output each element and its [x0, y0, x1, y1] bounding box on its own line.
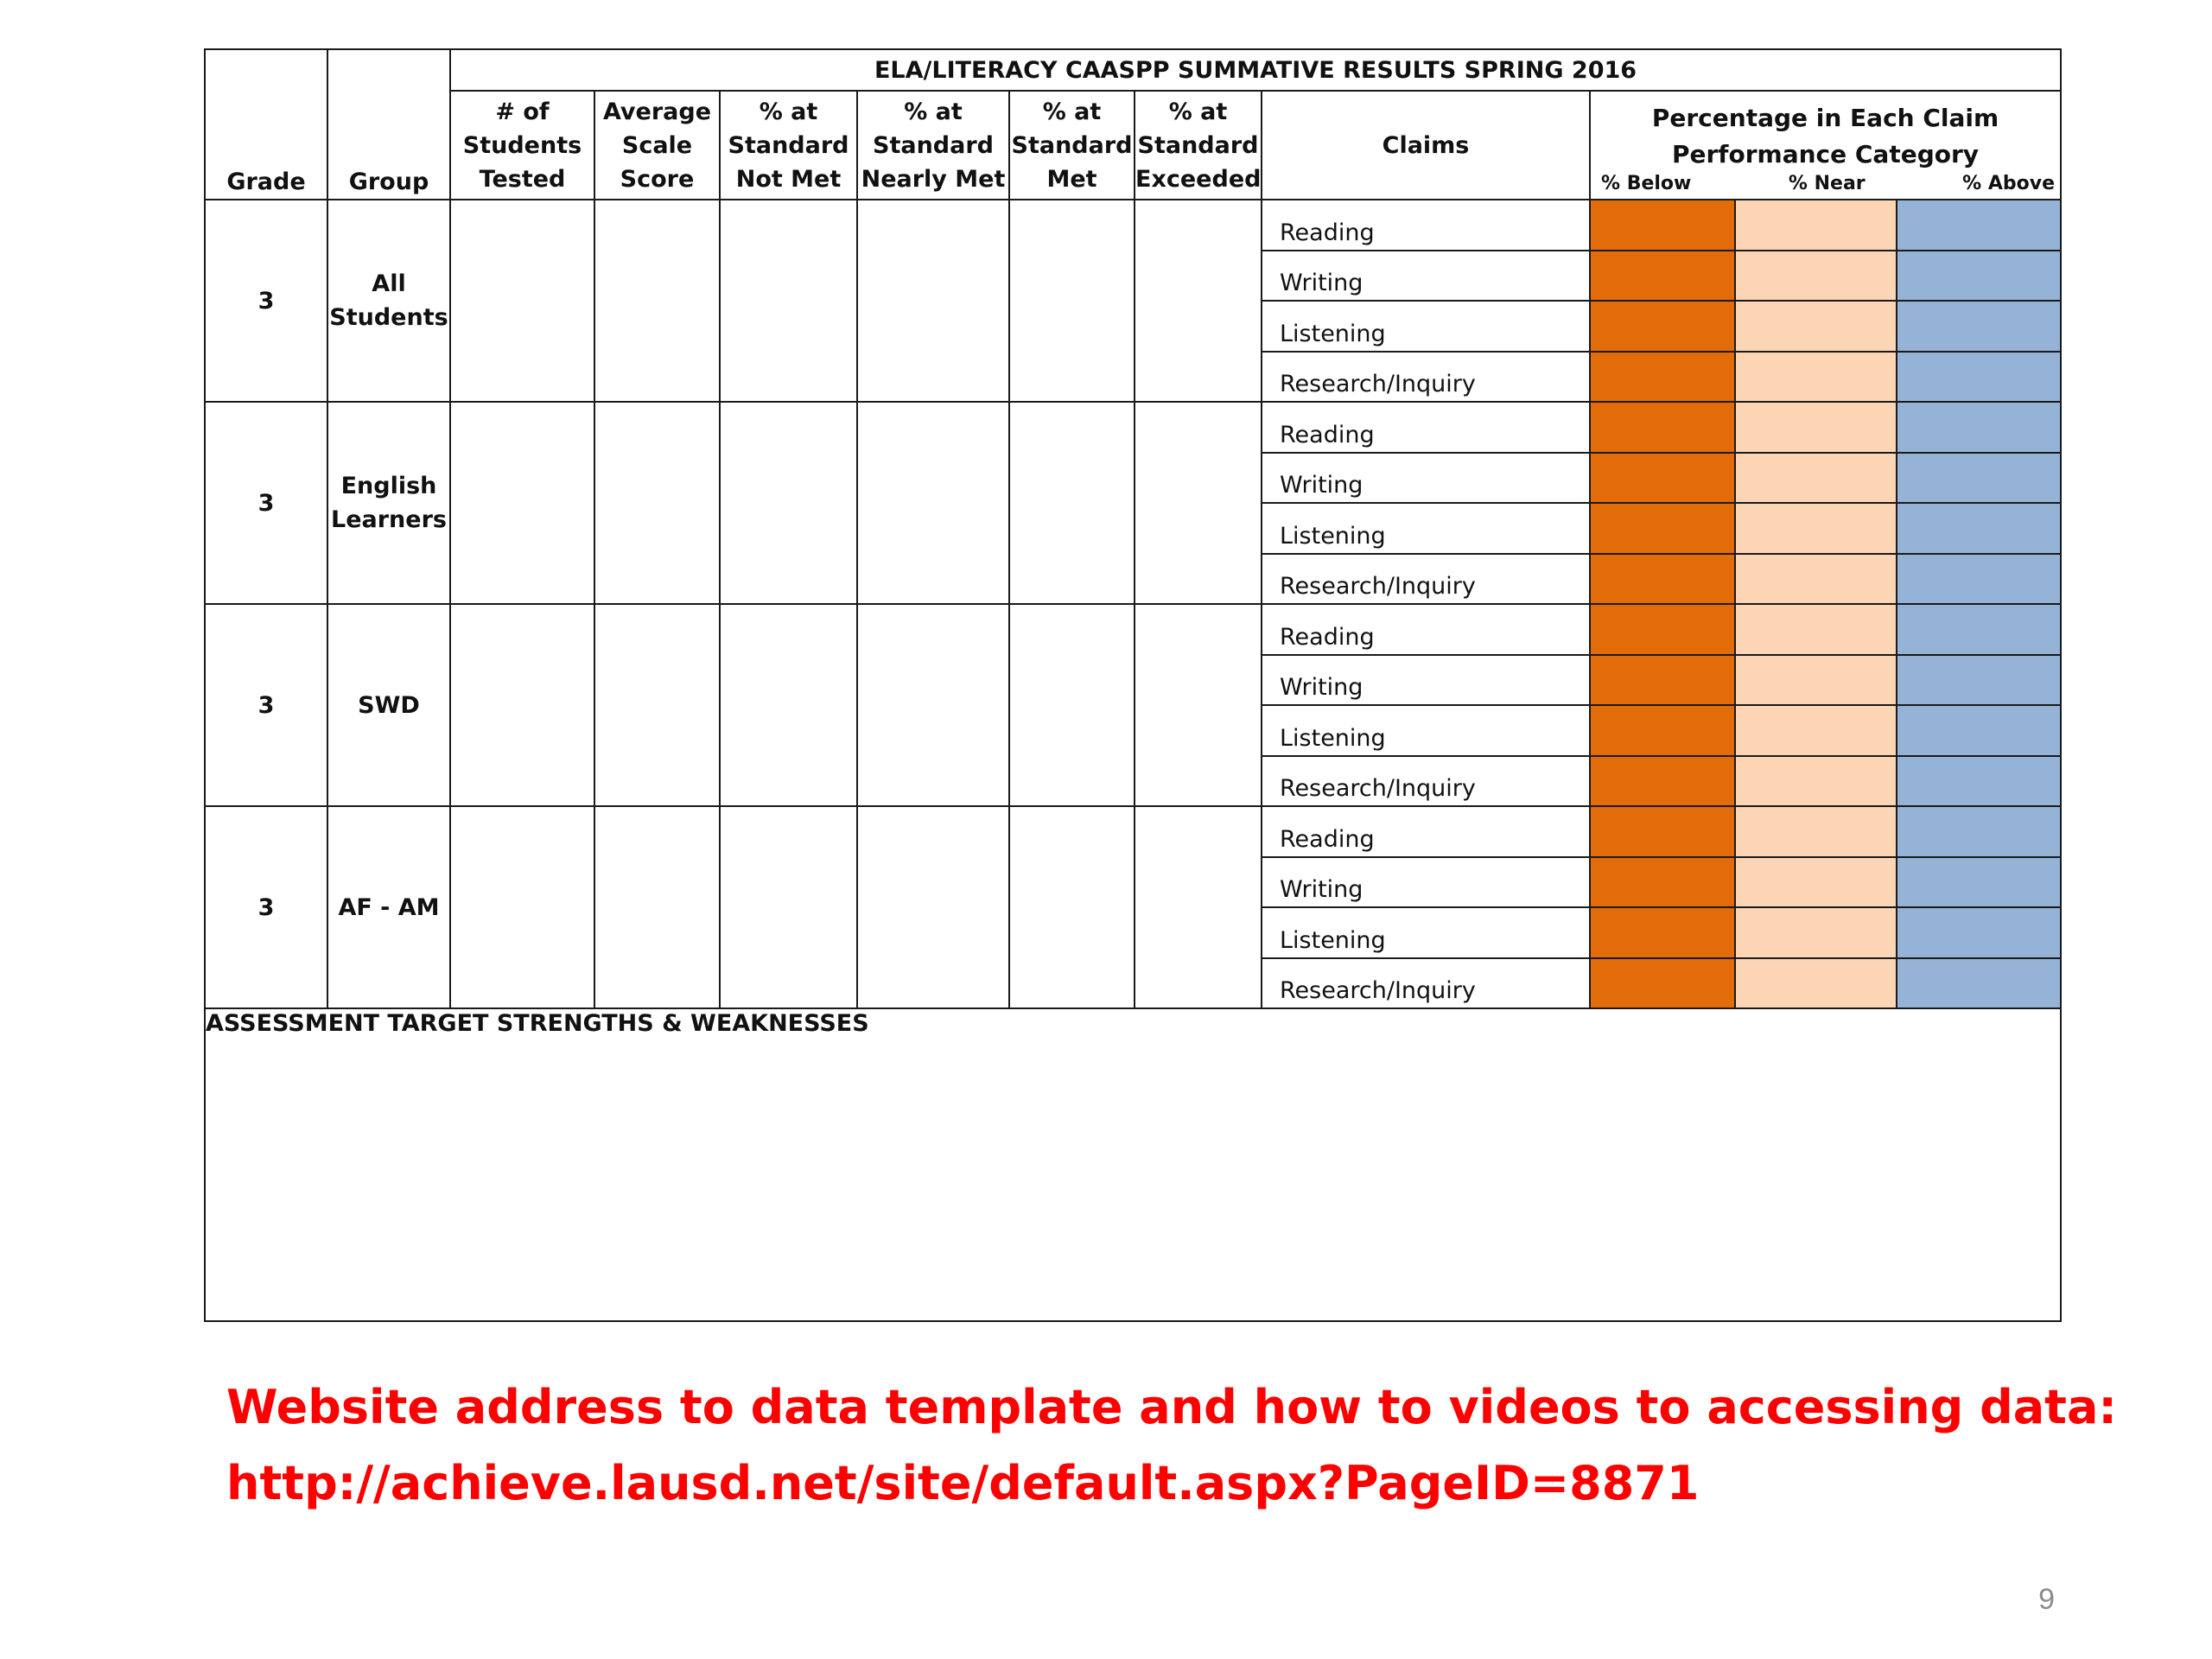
pct-below-cell[interactable] — [1590, 655, 1735, 706]
pct-near-cell[interactable] — [1735, 857, 1897, 908]
claim-cell: Listening — [1262, 503, 1590, 554]
claim-cell: Research/Inquiry — [1262, 958, 1590, 1009]
standard-exceeded-cell[interactable] — [1135, 402, 1262, 604]
pct-near-cell[interactable] — [1735, 907, 1897, 958]
pct-above-cell[interactable] — [1897, 857, 2061, 908]
header-standard-nearly-met: % at Standard Nearly Met — [857, 91, 1009, 200]
claim-cell: Writing — [1262, 251, 1590, 302]
pct-above-cell[interactable] — [1897, 352, 2061, 403]
pct-near-cell[interactable] — [1735, 352, 1897, 403]
claim-cell: Writing — [1262, 655, 1590, 706]
header-near: % Near — [1788, 173, 1866, 194]
pct-near-cell[interactable] — [1735, 251, 1897, 302]
num-students-cell[interactable] — [450, 806, 594, 1008]
footer-url[interactable]: http://achieve.lausd.net/site/default.aspx?PageID=8871 — [226, 1456, 1700, 1510]
pct-above-cell[interactable] — [1897, 655, 2061, 706]
group-name-line: Learners — [331, 506, 447, 533]
claim-cell: Listening — [1262, 907, 1590, 958]
average-scale-score-cell[interactable] — [594, 402, 720, 604]
footer-line-1: Website address to data template and how to videos to accessing data: — [226, 1380, 2118, 1434]
group-cell — [327, 604, 450, 806]
standard-not-met-cell[interactable] — [720, 402, 857, 604]
table-title: ELA/LITERACY CAASPP SUMMATIVE RESULTS SPRING 2016 — [450, 49, 2061, 91]
pct-near-cell[interactable] — [1735, 200, 1897, 251]
pct-near-cell[interactable] — [1735, 301, 1897, 352]
pct-above-cell[interactable] — [1897, 200, 2061, 251]
standard-nearly-met-cell[interactable] — [857, 806, 1009, 1008]
pct-near-cell[interactable] — [1735, 453, 1897, 504]
claim-cell: Reading — [1262, 604, 1590, 655]
num-students-cell[interactable] — [450, 604, 594, 806]
table-row — [205, 604, 2061, 655]
group-name-line: Students — [329, 304, 448, 331]
grade-cell: 3 — [205, 604, 327, 806]
header-below: % Below — [1601, 173, 1692, 194]
standard-not-met-cell[interactable] — [720, 806, 857, 1008]
pct-above-cell[interactable] — [1897, 806, 2061, 857]
pct-below-cell[interactable] — [1590, 907, 1735, 958]
average-scale-score-cell[interactable] — [594, 806, 720, 1008]
pct-near-cell[interactable] — [1735, 503, 1897, 554]
pct-below-cell[interactable] — [1590, 958, 1735, 1009]
grade-cell: 3 — [205, 806, 327, 1008]
claim-cell: Reading — [1262, 806, 1590, 857]
pct-above-cell[interactable] — [1897, 301, 2061, 352]
header-standard-met: % at Standard Met — [1009, 91, 1135, 200]
header-percentage-claim — [1590, 91, 2061, 200]
assessment-target-cell[interactable] — [205, 1008, 2061, 1321]
group-cell — [327, 200, 450, 402]
standard-exceeded-cell[interactable] — [1135, 806, 1262, 1008]
header-grade: Grade — [205, 49, 327, 200]
pct-below-cell[interactable] — [1590, 402, 1735, 453]
group-name-line: English — [340, 473, 437, 499]
header-average-scale-score: Average Scale Score — [594, 91, 720, 200]
num-students-cell[interactable] — [450, 200, 594, 402]
standard-nearly-met-cell[interactable] — [857, 402, 1009, 604]
results-table — [204, 48, 2062, 1322]
num-students-cell[interactable] — [450, 402, 594, 604]
table-row — [205, 806, 2061, 857]
header-claims: Claims — [1262, 91, 1590, 200]
standard-not-met-cell[interactable] — [720, 604, 857, 806]
header-group: Group — [327, 49, 450, 200]
standard-nearly-met-cell[interactable] — [857, 604, 1009, 806]
pct-below-cell[interactable] — [1590, 503, 1735, 554]
pct-below-cell[interactable] — [1590, 554, 1735, 605]
pct-near-cell[interactable] — [1735, 806, 1897, 857]
claim-cell: Research/Inquiry — [1262, 554, 1590, 605]
grade-cell: 3 — [205, 200, 327, 402]
standard-nearly-met-cell[interactable] — [857, 200, 1009, 402]
grade-cell: 3 — [205, 402, 327, 604]
pct-above-cell[interactable] — [1897, 907, 2061, 958]
pct-above-cell[interactable] — [1897, 251, 2061, 302]
pct-near-cell[interactable] — [1735, 705, 1897, 756]
average-scale-score-cell[interactable] — [594, 604, 720, 806]
pct-near-cell[interactable] — [1735, 604, 1897, 655]
pct-below-cell[interactable] — [1590, 806, 1735, 857]
claim-cell: Writing — [1262, 453, 1590, 504]
pct-below-cell[interactable] — [1590, 301, 1735, 352]
pct-near-cell[interactable] — [1735, 655, 1897, 706]
standard-met-cell[interactable] — [1009, 402, 1135, 604]
footer-note — [226, 1370, 2117, 1522]
pct-near-cell[interactable] — [1735, 554, 1897, 605]
page-number: 9 — [2038, 1583, 2055, 1616]
standard-exceeded-cell[interactable] — [1135, 604, 1262, 806]
pct-below-cell[interactable] — [1590, 756, 1735, 807]
pct-above-cell[interactable] — [1897, 453, 2061, 504]
claim-cell: Research/Inquiry — [1262, 756, 1590, 807]
pct-below-cell[interactable] — [1590, 857, 1735, 908]
claim-cell: Listening — [1262, 705, 1590, 756]
pct-near-cell[interactable] — [1735, 402, 1897, 453]
claim-cell: Writing — [1262, 857, 1590, 908]
pct-above-cell[interactable] — [1897, 958, 2061, 1009]
header-standard-exceeded: % at Standard Exceeded — [1135, 91, 1262, 200]
pct-above-cell[interactable] — [1897, 705, 2061, 756]
claim-cell: Reading — [1262, 402, 1590, 453]
table-row — [205, 402, 2061, 453]
pct-above-cell[interactable] — [1897, 604, 2061, 655]
pct-above-cell[interactable] — [1897, 554, 2061, 605]
percentage-claim-title: Percentage in Each Claim Performance Category — [1651, 104, 1999, 168]
pct-below-cell[interactable] — [1590, 200, 1735, 251]
results-table-wrapper — [204, 48, 2062, 1322]
assessment-row — [205, 1008, 2061, 1321]
group-cell — [327, 806, 450, 1008]
group-name-line: SWD — [358, 691, 420, 719]
pct-above-cell[interactable] — [1897, 402, 2061, 453]
claim-cell: Reading — [1262, 200, 1590, 251]
header-num-students: # of Students Tested — [450, 91, 594, 200]
standard-not-met-cell[interactable] — [720, 200, 857, 402]
group-cell — [327, 402, 450, 604]
standard-exceeded-cell[interactable] — [1135, 200, 1262, 402]
pct-near-cell[interactable] — [1735, 756, 1897, 807]
pct-below-cell[interactable] — [1590, 352, 1735, 403]
header-above: % Above — [1962, 173, 2056, 194]
table-row — [205, 200, 2061, 251]
header-standard-not-met: % at Standard Not Met — [720, 91, 857, 200]
pct-below-cell[interactable] — [1590, 705, 1735, 756]
pct-near-cell[interactable] — [1735, 958, 1897, 1009]
average-scale-score-cell[interactable] — [594, 200, 720, 402]
claim-cell: Research/Inquiry — [1262, 352, 1590, 403]
standard-met-cell[interactable] — [1009, 604, 1135, 806]
percentage-subheaders — [1591, 173, 2060, 195]
group-name-line: AF - AM — [338, 893, 440, 921]
standard-met-cell[interactable] — [1009, 200, 1135, 402]
pct-above-cell[interactable] — [1897, 756, 2061, 807]
pct-below-cell[interactable] — [1590, 251, 1735, 302]
group-name-line: All — [372, 270, 406, 297]
pct-above-cell[interactable] — [1897, 503, 2061, 554]
pct-below-cell[interactable] — [1590, 453, 1735, 504]
standard-met-cell[interactable] — [1009, 806, 1135, 1008]
pct-below-cell[interactable] — [1590, 604, 1735, 655]
assessment-label: ASSESSMENT TARGET STRENGTHS & WEAKNESSES — [206, 1010, 869, 1037]
claim-cell: Listening — [1262, 301, 1590, 352]
